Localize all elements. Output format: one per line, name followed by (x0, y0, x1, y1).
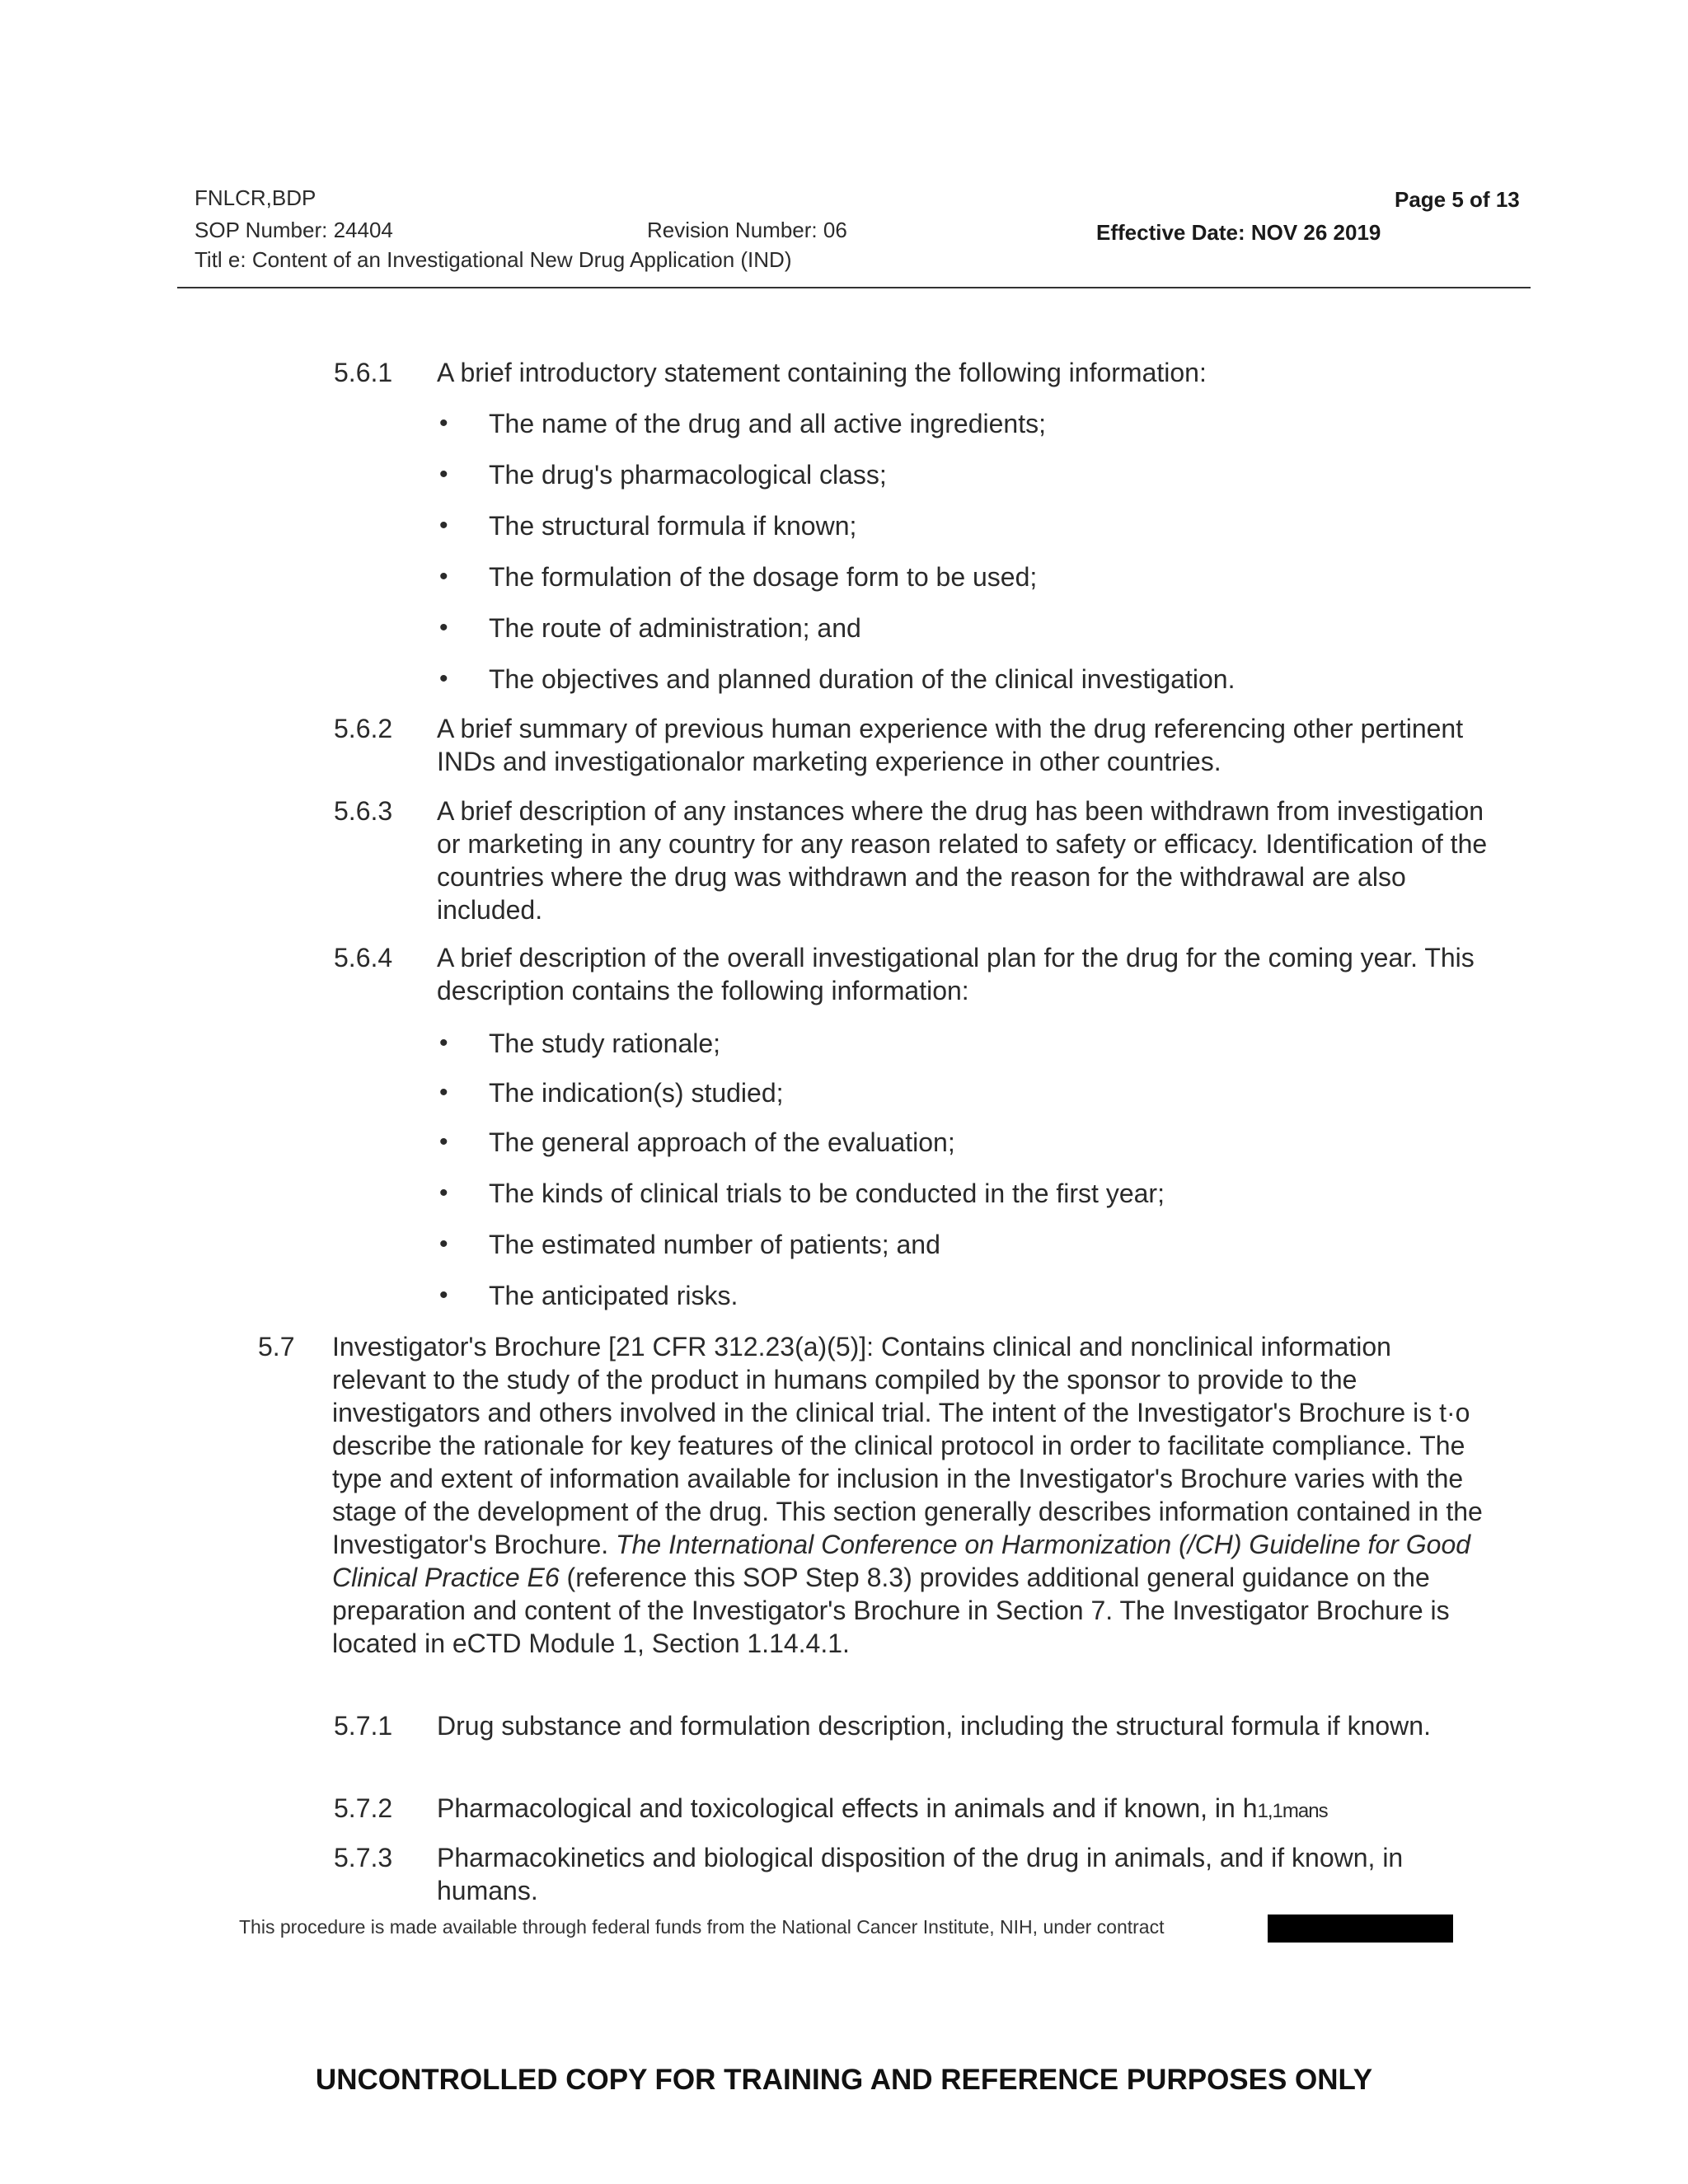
section-text (437, 1792, 1492, 1828)
uncontrolled-copy-banner: UNCONTROLLED COPY FOR TRAINING AND REFERENCE PURPOSES ONLY (315, 2064, 1373, 2096)
section-number: 5.6.2 (334, 714, 393, 743)
bullet: • (439, 461, 448, 488)
section-number: 5.6.1 (334, 358, 393, 387)
section-text-part: (reference this SOP Step 8.3) provides additional general guidance on the preparation and content of the Investigator's Brochure in Section 7. The Investigator Brochure is located in eCTD Module 1, Section 1.14.4.1. (332, 1563, 1450, 1658)
bullet: • (439, 1128, 448, 1155)
section-number: 5.7.3 (334, 1843, 393, 1872)
section-number: 5.7 (258, 1332, 295, 1361)
section-text: A brief summary of previous human experience with the drug referencing other pertinent INDs and investigationalor marketing experience in other countries. (437, 714, 1464, 776)
bullet-item: The objectives and planned duration of the clinical investigation. (489, 664, 1236, 694)
sop-number: SOP Number: 24404 (195, 218, 393, 242)
effective-date: Effective Date: NOV 26 2019 (1096, 220, 1381, 245)
bullet-item: The route of administration; and (489, 613, 861, 643)
section-number: 5.7.1 (334, 1711, 393, 1741)
bullet-item: The general approach of the evaluation; (489, 1127, 955, 1157)
bullet: • (439, 1179, 448, 1207)
revision-number: Revision Number: 06 (647, 218, 847, 242)
bullet-item: The drug's pharmacological class; (489, 460, 887, 490)
bullet-item: The structural formula if known; (489, 511, 857, 541)
bullet-item: The study rationale; (489, 1029, 721, 1058)
section-text: Drug substance and formulation description, including the structural formula if known. (437, 1711, 1431, 1741)
bullet: • (439, 1029, 448, 1057)
section-number: 5.6.3 (334, 796, 393, 826)
guideline-reference: The International Conference on Harmonization (/CH) Guideline for Good Clinical Practice E6 (332, 1530, 1471, 1592)
bullet-item: The anticipated risks. (489, 1281, 738, 1310)
bullet: • (439, 665, 448, 692)
section-text: A brief description of any instances where the drug has been withdrawn from investigation or marketing in any country for any reason related to safety or efficacy. Identification of the countries where the drug was withdrawn and the reason for the withdrawal are also included. (437, 796, 1488, 925)
section-text-part: Investigator's Brochure [21 CFR 312.23(a)(5)]: Contains clinical and nonclinical information relevant to the study of the product in humans compiled by the sponsor to provide to the investigators and others involved in the clinical trial. The intent of the Investigator's Brochure is t·o describe the rationale for key features of the clinical protocol in order to facilitate compliance. The type and extent of information available for inclusion in the Investigator's Brochure varies with the stage of the development of the drug. This section generally describes information contained in the Investigator's Brochure. (332, 1332, 1483, 1559)
section-number: 5.6.4 (334, 943, 393, 972)
section-text: A brief description of the overall investigational plan for the drug for the coming year. This description contains the following information: (437, 943, 1475, 1005)
bullet: • (439, 1079, 448, 1106)
document-title: Titl e: Content of an Investigational New Drug Application (IND) (195, 247, 792, 272)
bullet-item: The kinds of clinical trials to be conducted in the first year; (489, 1179, 1165, 1208)
header-org: FNLCR,BDP (195, 185, 316, 210)
bullet: • (439, 563, 448, 590)
section-text-part: Pharmacological and toxicological effects in animals and if known, in h (437, 1793, 1258, 1823)
bullet-item: The name of the drug and all active ingredients; (489, 409, 1046, 438)
section-number: 5.7.2 (334, 1793, 393, 1823)
bullet: • (439, 1230, 448, 1258)
bullet: • (439, 410, 448, 437)
page-number: Page 5 of 13 (1395, 187, 1520, 212)
section-text-tail: 1,1mans (1257, 1800, 1328, 1822)
header-divider (177, 287, 1531, 288)
bullet-item: The indication(s) studied; (489, 1078, 784, 1108)
funding-note: This procedure is made available through federal funds from the National Cancer Institute, NIH, under contract (239, 1916, 1165, 1938)
section-text: Pharmacokinetics and biological disposition of the drug in animals, and if known, in humans. (437, 1843, 1404, 1905)
bullet-item: The estimated number of patients; and (489, 1230, 940, 1259)
bullet: • (439, 1282, 448, 1309)
redaction-box (1268, 1915, 1453, 1943)
section-text (332, 1330, 1486, 1660)
bullet-item: The formulation of the dosage form to be used; (489, 562, 1038, 592)
bullet: • (439, 512, 448, 539)
section-text: A brief introductory statement containing the following information: (437, 358, 1207, 387)
bullet: • (439, 614, 448, 641)
